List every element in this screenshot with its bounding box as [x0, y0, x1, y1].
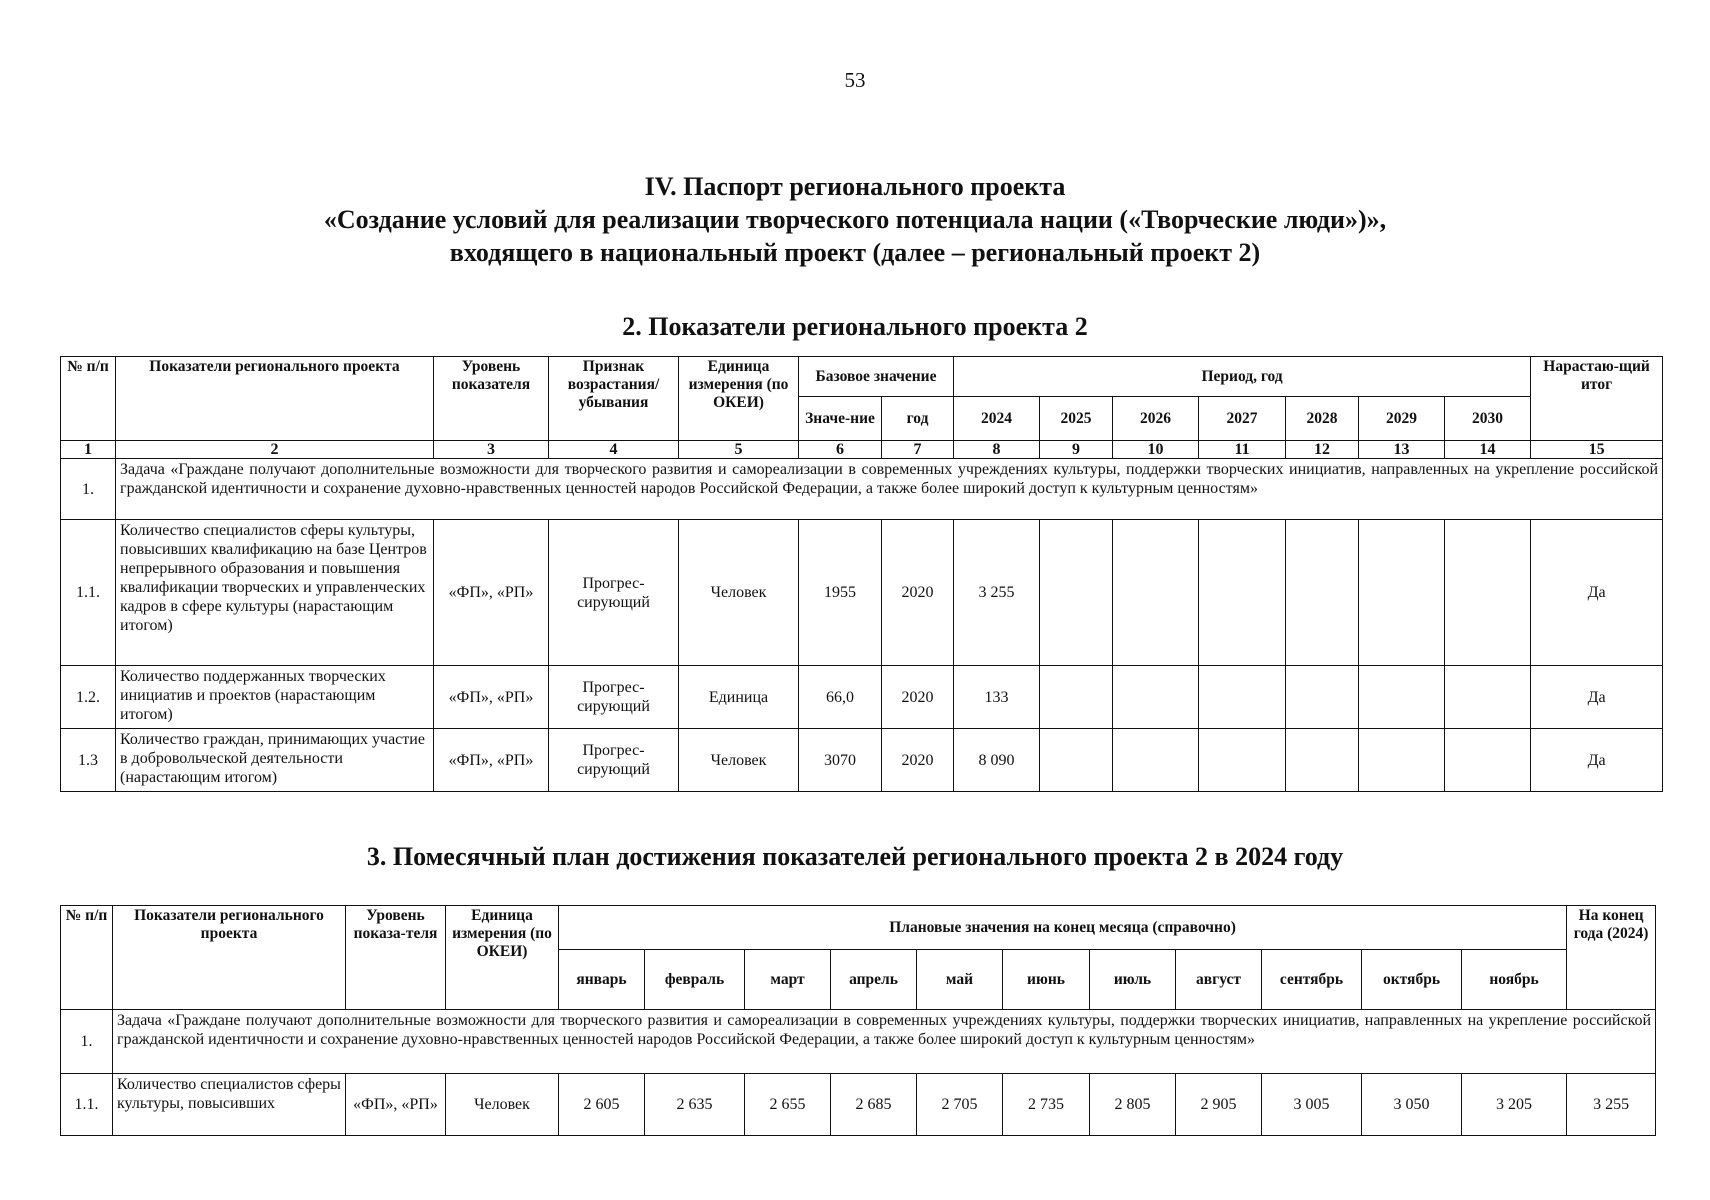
section3-heading: 3. Помесячный план достижения показателей регионального проекта 2 в 2024 году — [366, 842, 1344, 871]
col-header-year: 2027 — [1199, 397, 1286, 441]
col-header-base-year: год — [882, 397, 954, 441]
row-value-empty — [1199, 729, 1286, 792]
row-value-empty — [1199, 666, 1286, 729]
col-number: 2 — [116, 441, 434, 459]
row-month-value: 2 635 — [645, 1074, 745, 1136]
row-num: 1.1. — [61, 520, 116, 666]
row-sign: Прогрес-сирующий — [549, 729, 679, 792]
section2-heading: 2. Показатели регионального проекта 2 — [622, 312, 1088, 341]
col-number: 13 — [1359, 441, 1445, 459]
row-value-2024: 3 255 — [954, 520, 1040, 666]
row-indicator-name: Количество специалистов сферы культуры, повысивших квалификацию на базе Центров непрерывного образования и повышения квалификации творческих и управленческих кадров в сфере культуры (нарастающим итогом) — [116, 520, 434, 666]
col-header-base: Базовое значение — [799, 357, 954, 397]
row-cumulative: Да — [1531, 729, 1663, 792]
row-value-empty — [1040, 729, 1113, 792]
row-month-value: 2 685 — [831, 1074, 917, 1136]
col-header-year: 2028 — [1286, 397, 1359, 441]
col-number: 3 — [434, 441, 549, 459]
col-header-year: 2025 — [1040, 397, 1113, 441]
row-cumulative: Да — [1531, 520, 1663, 666]
row-level: «ФП», «РП» — [346, 1074, 446, 1136]
row-base-value: 3070 — [799, 729, 882, 792]
task-row — [61, 1010, 1656, 1074]
row-unit: Человек — [679, 520, 799, 666]
col-number: 1 — [61, 441, 116, 459]
row-month-value: 2 905 — [1176, 1074, 1262, 1136]
row-indicator-name: Количество поддержанных творческих инициатив и проектов (нарастающим итогом) — [116, 666, 434, 729]
row-sign: Прогрес-сирующий — [549, 666, 679, 729]
row-month-value: 2 655 — [745, 1074, 831, 1136]
row-value-2024: 8 090 — [954, 729, 1040, 792]
table-row — [61, 666, 1663, 729]
col-header-month: август — [1176, 950, 1262, 1010]
col-header-month: январь — [559, 950, 645, 1010]
task-num: 1. — [61, 1010, 113, 1074]
task-text: Задача «Граждане получают дополнительные возможности для творческого развития и самореализации в современных учреждениях культуры, поддержки творческих инициатив, направленных на укрепление российской гражданской идентичности и сохранение духовно-нравственных ценностей народов Российской Федерации, а также более широкий доступ к культурным ценностям» — [113, 1010, 1656, 1074]
row-sign: Прогрес-сирующий — [549, 520, 679, 666]
page-number: 53 — [844, 68, 866, 92]
title-line-2: «Создание условий для реализации творческого потенциала нации («Творческие люди»)», — [323, 205, 1387, 234]
row-value-empty — [1445, 520, 1531, 666]
row-value-empty — [1113, 666, 1199, 729]
row-unit: Человек — [679, 729, 799, 792]
row-base-year: 2020 — [882, 666, 954, 729]
col-header-month: сентябрь — [1262, 950, 1362, 1010]
row-num: 1.2. — [61, 666, 116, 729]
row-value-empty — [1359, 666, 1445, 729]
col-header-indicator: Показатели регионального проекта — [113, 906, 346, 1010]
table-row — [61, 520, 1663, 666]
row-base-value: 66,0 — [799, 666, 882, 729]
row-unit: Человек — [446, 1074, 559, 1136]
col-number: 8 — [954, 441, 1040, 459]
col-header-month: июнь — [1003, 950, 1090, 1010]
row-indicator-name: Количество граждан, принимающих участие в добровольческой деятельности (нарастающим итогом) — [116, 729, 434, 792]
row-value-empty — [1445, 729, 1531, 792]
row-num: 1.1. — [61, 1074, 113, 1136]
monthly-plan-table — [60, 905, 1656, 1136]
col-header-month: ноябрь — [1462, 950, 1567, 1010]
task-text: Задача «Граждане получают дополнительные возможности для творческого развития и самореализации в современных учреждениях культуры, поддержки творческих инициатив, направленных на укрепление российской гражданской идентичности и сохранение духовно-нравственных ценностей народов Российской Федерации, а также более широкий доступ к культурным ценностям» — [116, 459, 1663, 520]
col-number: 9 — [1040, 441, 1113, 459]
col-header-month: октябрь — [1362, 950, 1462, 1010]
row-value-empty — [1199, 520, 1286, 666]
task-row — [61, 459, 1663, 520]
row-month-value: 2 705 — [917, 1074, 1003, 1136]
col-header-month: февраль — [645, 950, 745, 1010]
col-number: 11 — [1199, 441, 1286, 459]
col-number: 15 — [1531, 441, 1663, 459]
col-header-year: 2030 — [1445, 397, 1531, 441]
col-header-level: Уровень показа-теля — [346, 906, 446, 1010]
row-base-year: 2020 — [882, 729, 954, 792]
row-month-value: 2 805 — [1090, 1074, 1176, 1136]
row-level: «ФП», «РП» — [434, 520, 549, 666]
col-header-unit: Единица измерения (по ОКЕИ) — [446, 906, 559, 1010]
col-header-period: Период, год — [954, 357, 1531, 397]
col-header-unit: Единица измерения (по ОКЕИ) — [679, 357, 799, 441]
row-year-end-value: 3 255 — [1567, 1074, 1656, 1136]
row-level: «ФП», «РП» — [434, 729, 549, 792]
row-unit: Единица — [679, 666, 799, 729]
col-header-num: № п/п — [61, 906, 113, 1010]
row-indicator-name: Количество специалистов сферы культуры, повысивших — [113, 1074, 346, 1136]
row-value-empty — [1113, 729, 1199, 792]
document-title — [0, 170, 1710, 269]
col-header-indicator: Показатели регионального проекта — [116, 357, 434, 441]
col-header-plan: Плановые значения на конец месяца (справочно) — [559, 906, 1567, 950]
row-value-empty — [1113, 520, 1199, 666]
table-row — [61, 1074, 1656, 1136]
row-month-value: 3 005 — [1262, 1074, 1362, 1136]
col-number: 7 — [882, 441, 954, 459]
col-header-base-value: Значе-ние — [799, 397, 882, 441]
title-line-1: IV. Паспорт регионального проекта — [644, 172, 1066, 201]
row-level: «ФП», «РП» — [434, 666, 549, 729]
row-value-2024: 133 — [954, 666, 1040, 729]
col-number: 4 — [549, 441, 679, 459]
col-number: 5 — [679, 441, 799, 459]
row-value-empty — [1359, 729, 1445, 792]
col-number: 10 — [1113, 441, 1199, 459]
col-header-month: май — [917, 950, 1003, 1010]
col-header-year-end: На конец года (2024) — [1567, 906, 1656, 1010]
col-header-num: № п/п — [61, 357, 116, 441]
row-base-value: 1955 — [799, 520, 882, 666]
col-header-level: Уровень показателя — [434, 357, 549, 441]
row-value-empty — [1286, 520, 1359, 666]
col-header-cumulative: Нарастаю-щий итог — [1531, 357, 1663, 441]
col-number: 12 — [1286, 441, 1359, 459]
col-header-year: 2029 — [1359, 397, 1445, 441]
row-num: 1.3 — [61, 729, 116, 792]
col-header-year: 2024 — [954, 397, 1040, 441]
row-value-empty — [1445, 666, 1531, 729]
row-base-year: 2020 — [882, 520, 954, 666]
row-month-value: 3 050 — [1362, 1074, 1462, 1136]
col-number: 6 — [799, 441, 882, 459]
col-header-month: апрель — [831, 950, 917, 1010]
col-number: 14 — [1445, 441, 1531, 459]
col-header-sign: Признак возрастания/ убывания — [549, 357, 679, 441]
indicators-table — [60, 356, 1663, 792]
table-row — [61, 729, 1663, 792]
title-line-3: входящего в национальный проект (далее – региональный проект 2) — [449, 238, 1261, 267]
row-value-empty — [1359, 520, 1445, 666]
row-month-value: 3 205 — [1462, 1074, 1567, 1136]
row-month-value: 2 735 — [1003, 1074, 1090, 1136]
col-header-year: 2026 — [1113, 397, 1199, 441]
task-num: 1. — [61, 459, 116, 520]
row-value-empty — [1040, 520, 1113, 666]
row-cumulative: Да — [1531, 666, 1663, 729]
row-value-empty — [1286, 666, 1359, 729]
col-header-month: июль — [1090, 950, 1176, 1010]
col-header-month: март — [745, 950, 831, 1010]
row-value-empty — [1286, 729, 1359, 792]
row-value-empty — [1040, 666, 1113, 729]
row-month-value: 2 605 — [559, 1074, 645, 1136]
